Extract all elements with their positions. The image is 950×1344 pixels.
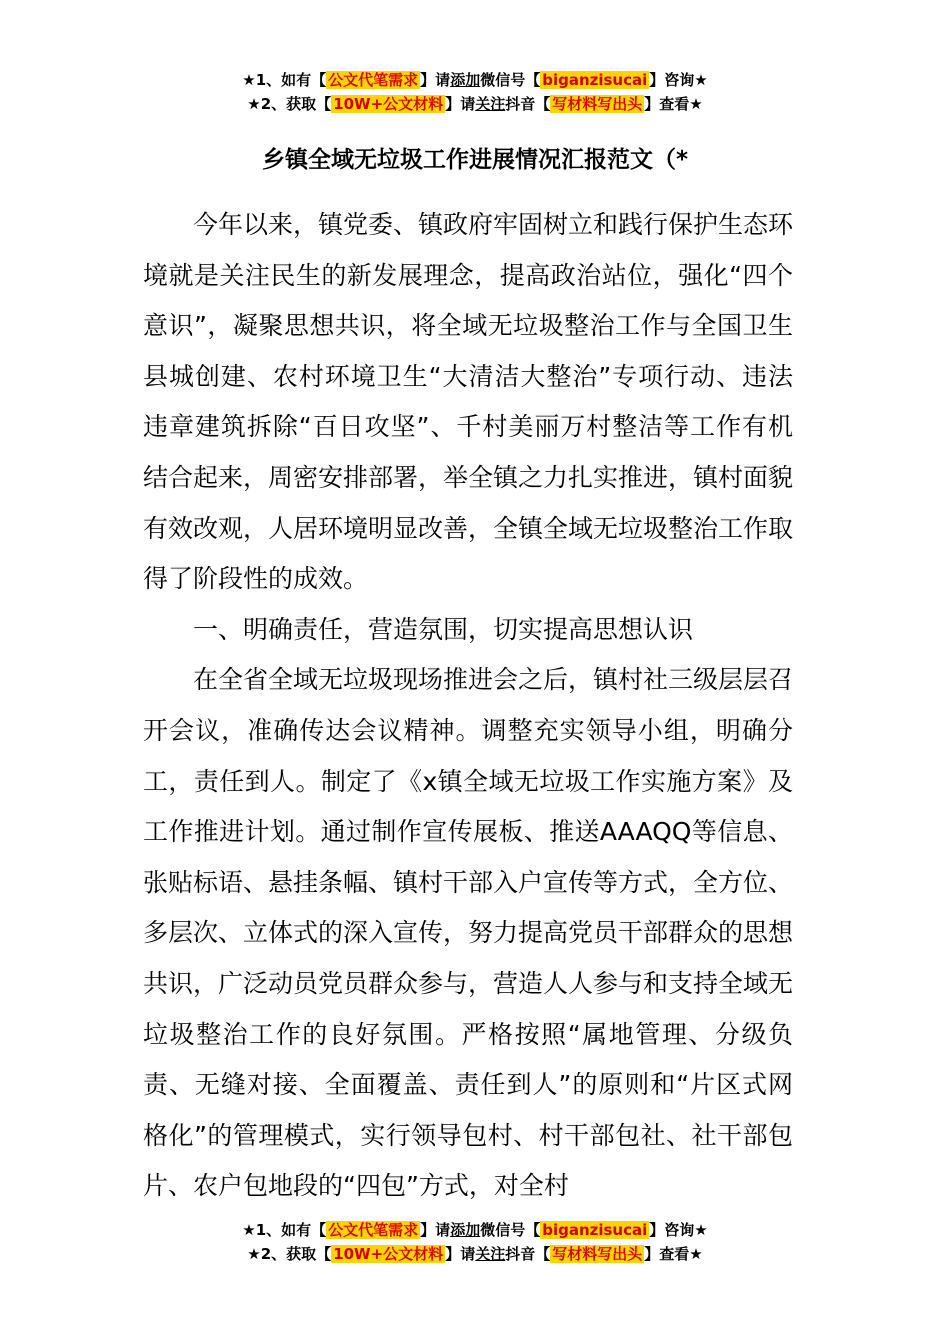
highlight-materials: 10W+公文材料 (333, 95, 444, 113)
banner-underlined: 关注 (475, 95, 506, 113)
banner-line-2 (0, 92, 950, 116)
banner-underlined: 添加 (450, 71, 481, 89)
footer-banner (0, 1218, 950, 1266)
highlight-service: 公文代笔需求 (328, 1221, 419, 1239)
banner-text: 微信号【 (480, 1221, 541, 1239)
banner-text: 】请 (420, 1221, 451, 1239)
banner-line-1 (0, 1218, 950, 1242)
document-title: 乡镇全域无垃圾工作进展情况汇报范文（* (261, 147, 689, 173)
banner-text: ★1、如有【 (242, 71, 327, 89)
banner-text: 】咨询★ (649, 71, 708, 89)
banner-text: ★2、获取【 (247, 1245, 332, 1263)
highlight-wechat-id: biganzisucai (542, 71, 648, 89)
banner-text: 】请 (445, 1245, 476, 1263)
banner-text: ★1、如有【 (242, 1221, 327, 1239)
highlight-service: 公文代笔需求 (328, 71, 419, 89)
paragraph-intro: 今年以来，镇党委、镇政府牢固树立和践行保护生态环境就是关注民生的新发展理念，提高政治站位，强化“四个意识”，凝聚思想共识，将全域无垃圾整治工作与全国卫生县城创建、农村环境卫生“大清洁大整治”专项行动、违法违章建筑拆除“百日攻坚”、千村美丽万村整洁等工作有机结合起来，周密安排部署，举全镇之力扎实推进，镇村面貌有效改观，人居环境明显改善，全镇全域无垃圾整治工作取得了阶段性的成效。 (143, 210, 794, 594)
banner-text: 】查看★ (644, 95, 703, 113)
document-body (143, 200, 793, 1212)
header-banner (0, 68, 950, 116)
banner-line-1 (0, 68, 950, 92)
banner-text: 抖音【 (505, 1245, 551, 1263)
highlight-douyin: 写材料写出头 (552, 95, 643, 113)
banner-underlined: 关注 (475, 1245, 506, 1263)
banner-underlined: 添加 (450, 1221, 481, 1239)
highlight-wechat-id: biganzisucai (542, 1221, 648, 1239)
banner-text: 抖音【 (505, 95, 551, 113)
paragraph-section-1: 在全省全域无垃圾现场推进会之后，镇村社三级层层召开会议，准确传达会议精神。调整充实领导小组，明确分工，责任到人。制定了《x镇全域无垃圾工作实施方案》及工作推进计划。通过制作宣传展板、推送AAAQQ等信息、张贴标语、悬挂条幅、镇村干部入户宣传等方式，全方位、多层次、立体式的深入宣传，努力提高党员干部群众的思想共识，广泛动员党员群众参与，营造人人参与和支持全域无垃圾整治工作的良好氛围。严格按照“属地管理、分级负责、无缝对接、全面覆盖、责任到人”的原则和“片区式网格化”的管理模式，实行领导包村、村干部包社、社干部包片、农户包地段的“四包”方式，对全村 (143, 665, 794, 1201)
banner-text: 】咨询★ (649, 1221, 708, 1239)
highlight-materials: 10W+公文材料 (333, 1245, 444, 1263)
banner-text: 微信号【 (480, 71, 541, 89)
banner-text: ★2、获取【 (247, 95, 332, 113)
section-heading-1: 一、明确责任，营造氛围，切实提高思想认识 (193, 614, 694, 644)
banner-text: 】请 (445, 95, 476, 113)
banner-text: 】请 (420, 71, 451, 89)
banner-line-2 (0, 1242, 950, 1266)
highlight-douyin: 写材料写出头 (552, 1245, 643, 1263)
banner-text: 】查看★ (644, 1245, 703, 1263)
